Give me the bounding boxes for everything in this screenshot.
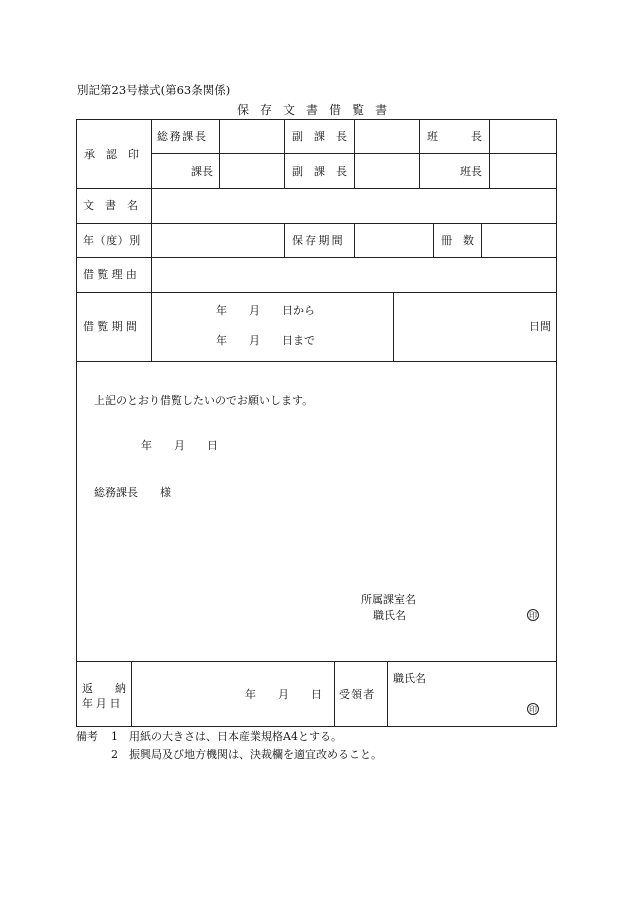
rule	[419, 119, 420, 188]
period-from: 年 月 日から	[216, 304, 315, 317]
volumes-label: 冊 数	[441, 234, 474, 247]
requester-name-label: 職氏名	[373, 609, 406, 622]
return-label-line1: 返 納	[82, 682, 126, 695]
approval-label: 承 認 印	[84, 148, 139, 161]
approval-team-leader: 班 長	[427, 130, 482, 143]
requester-dept-label: 所属課室名	[361, 593, 416, 606]
request-date: 年 月 日	[141, 439, 218, 452]
receiver-seal-icon: 印	[529, 705, 537, 714]
rule	[76, 223, 557, 224]
rule	[151, 119, 152, 361]
note-2-text: 振興局及び地方機関は、決裁欄を適宜改めること。	[129, 748, 382, 761]
rule	[354, 223, 355, 257]
return-date: 年 月 日	[245, 688, 322, 701]
approval-general-affairs-chief: 総務課長	[157, 130, 208, 143]
reason-field[interactable]	[158, 269, 548, 283]
rule	[284, 223, 285, 257]
rule	[393, 292, 394, 361]
rule	[76, 361, 557, 362]
rule	[76, 257, 557, 258]
period-to: 年 月 日まで	[216, 334, 315, 347]
rule	[354, 119, 355, 188]
rule	[433, 223, 434, 257]
rule	[387, 661, 388, 727]
rule	[219, 119, 220, 188]
note-1-number: 1	[111, 730, 118, 743]
rule	[284, 119, 285, 188]
retention-period-label: 保存期間	[292, 234, 345, 247]
note-1-text: 用紙の大きさは、日本産業規格A4とする。	[129, 730, 342, 743]
form-number: 別記第23号様式(第63条関係)	[77, 83, 231, 97]
rule	[76, 292, 557, 293]
document-name-field[interactable]	[158, 200, 548, 214]
receiver-name-label: 職氏名	[393, 672, 426, 685]
reason-label: 借覧理由	[83, 268, 141, 281]
rule	[481, 223, 482, 257]
period-label: 借覧期間	[83, 320, 141, 333]
rule	[334, 661, 335, 727]
form-title: 保 存 文 書 借 覧 書	[237, 103, 391, 117]
rule	[131, 661, 132, 727]
approval-section-chief: 課長	[191, 165, 213, 178]
requester-seal-icon: 印	[529, 611, 537, 620]
request-addressee: 総務課長 様	[94, 486, 171, 499]
approval-team-leader-2: 班長	[460, 165, 482, 178]
return-label-line2: 年月日	[82, 697, 124, 710]
document-name-label: 文 書 名	[83, 199, 138, 212]
approval-deputy-chief-2: 副 課 長	[292, 165, 347, 178]
note-2-number: 2	[111, 748, 118, 761]
approval-deputy-chief: 副 課 長	[292, 130, 347, 143]
receiver-label: 受領者	[339, 688, 376, 701]
rule	[76, 661, 557, 662]
notes-prefix: 備考	[76, 730, 98, 743]
rule	[76, 188, 557, 189]
period-days-suffix: 日間	[529, 320, 551, 333]
rule	[489, 119, 490, 188]
fiscal-year-label: 年（度）別	[83, 234, 141, 247]
request-statement: 上記のとおり借覧したいのでお願いします。	[94, 394, 314, 407]
